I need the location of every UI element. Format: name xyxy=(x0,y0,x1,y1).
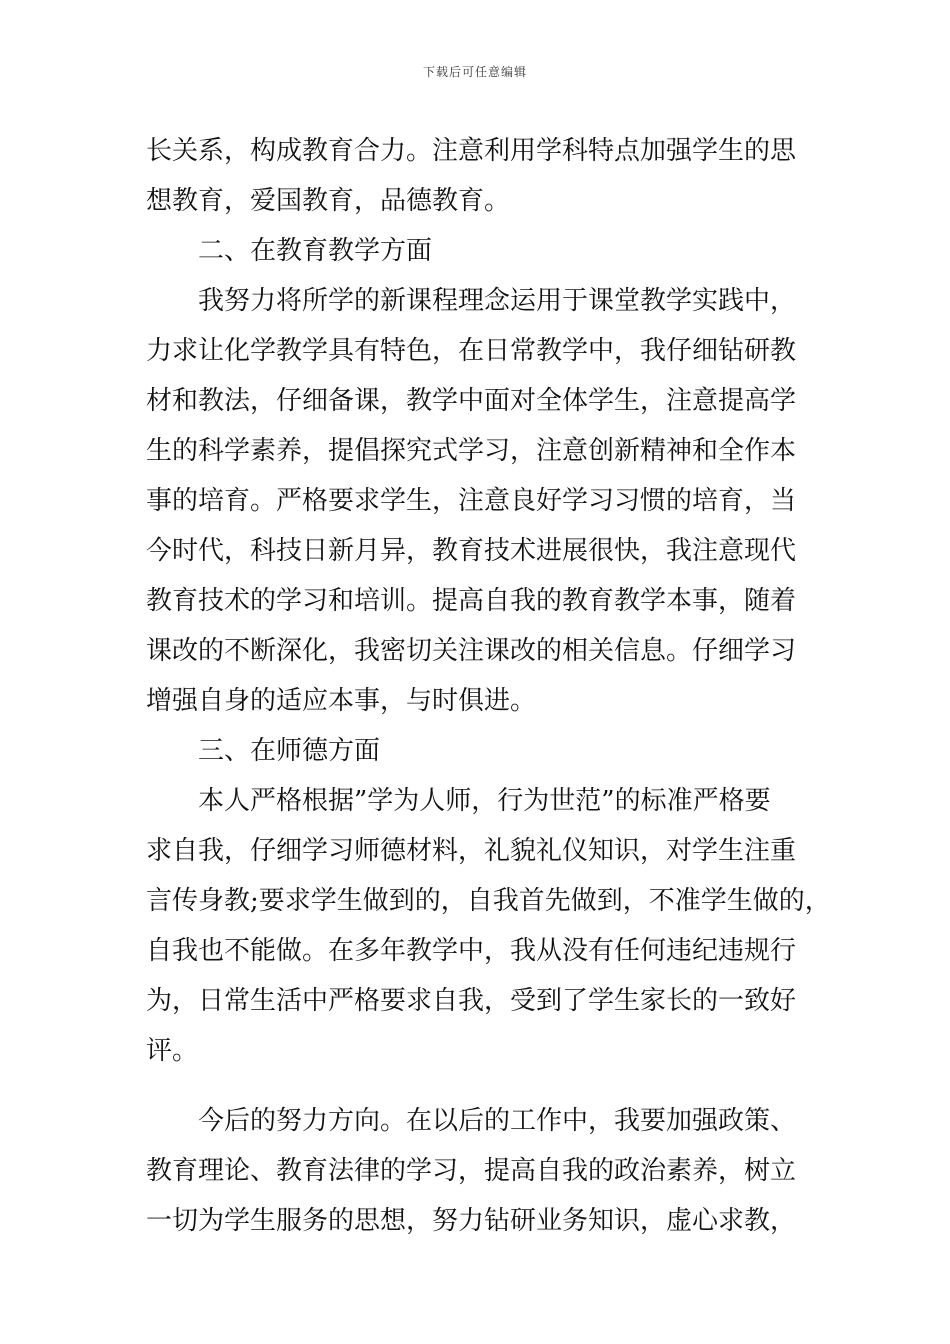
document-body xyxy=(146,126,831,1246)
text-line: 想教育，爱国教育，品德教育。 xyxy=(146,186,511,216)
text-line: 事的培育。严格要求学生，注意良好学习习惯的培育，当 xyxy=(146,486,797,516)
section-heading: 二、在教育教学方面 xyxy=(198,236,433,266)
paragraph-gap xyxy=(146,1076,826,1096)
text-line: 求自我，仔细学习师德材料，礼貌礼仪知识，对学生注重 xyxy=(146,836,797,866)
text-line: 本人严格根据”学为人师，行为世范”的标准严格要 xyxy=(198,786,771,816)
text-line: 教育理论、教育法律的学习，提高自我的政治素养，树立 xyxy=(146,1156,797,1186)
text-line: 一切为学生服务的思想，努力钻研业务知识，虚心求教， xyxy=(146,1206,797,1236)
text-line: 力求让化学教学具有特色，在日常教学中，我仔细钻研教 xyxy=(146,336,797,366)
text-line: 评。 xyxy=(146,1036,199,1066)
text-line: 我努力将所学的新课程理念运用于课堂教学实践中， xyxy=(198,286,797,316)
page-header: 下载后可任意编辑 xyxy=(422,65,527,79)
text-line: 材和教法，仔细备课，教学中面对全体学生，注意提高学 xyxy=(146,386,797,416)
text-line: 生的科学素养，提倡探究式学习，注意创新精神和全作本 xyxy=(146,436,797,466)
text-line: 今后的努力方向。在以后的工作中，我要加强政策、 xyxy=(198,1106,797,1136)
text-line: 言传身教;要求学生做到的，自我首先做到，不准学生做的， xyxy=(146,886,831,916)
text-line: 长关系，构成教育合力。注意利用学科特点加强学生的思 xyxy=(146,136,797,166)
text-line: 为，日常生活中严格要求自我，受到了学生家长的一致好 xyxy=(146,986,797,1016)
text-line: 课改的不断深化，我密切关注课改的相关信息。仔细学习 xyxy=(146,636,797,666)
text-line: 增强自身的适应本事，与时俱进。 xyxy=(146,686,537,716)
text-line: 今时代，科技日新月异，教育技术进展很快，我注意现代 xyxy=(146,536,797,566)
section-heading: 三、在师德方面 xyxy=(198,736,381,766)
text-line: 自我也不能做。在多年教学中，我从没有任何违纪违规行 xyxy=(146,936,797,966)
text-line: 教育技术的学习和培训。提高自我的教育教学本事，随着 xyxy=(146,586,797,616)
